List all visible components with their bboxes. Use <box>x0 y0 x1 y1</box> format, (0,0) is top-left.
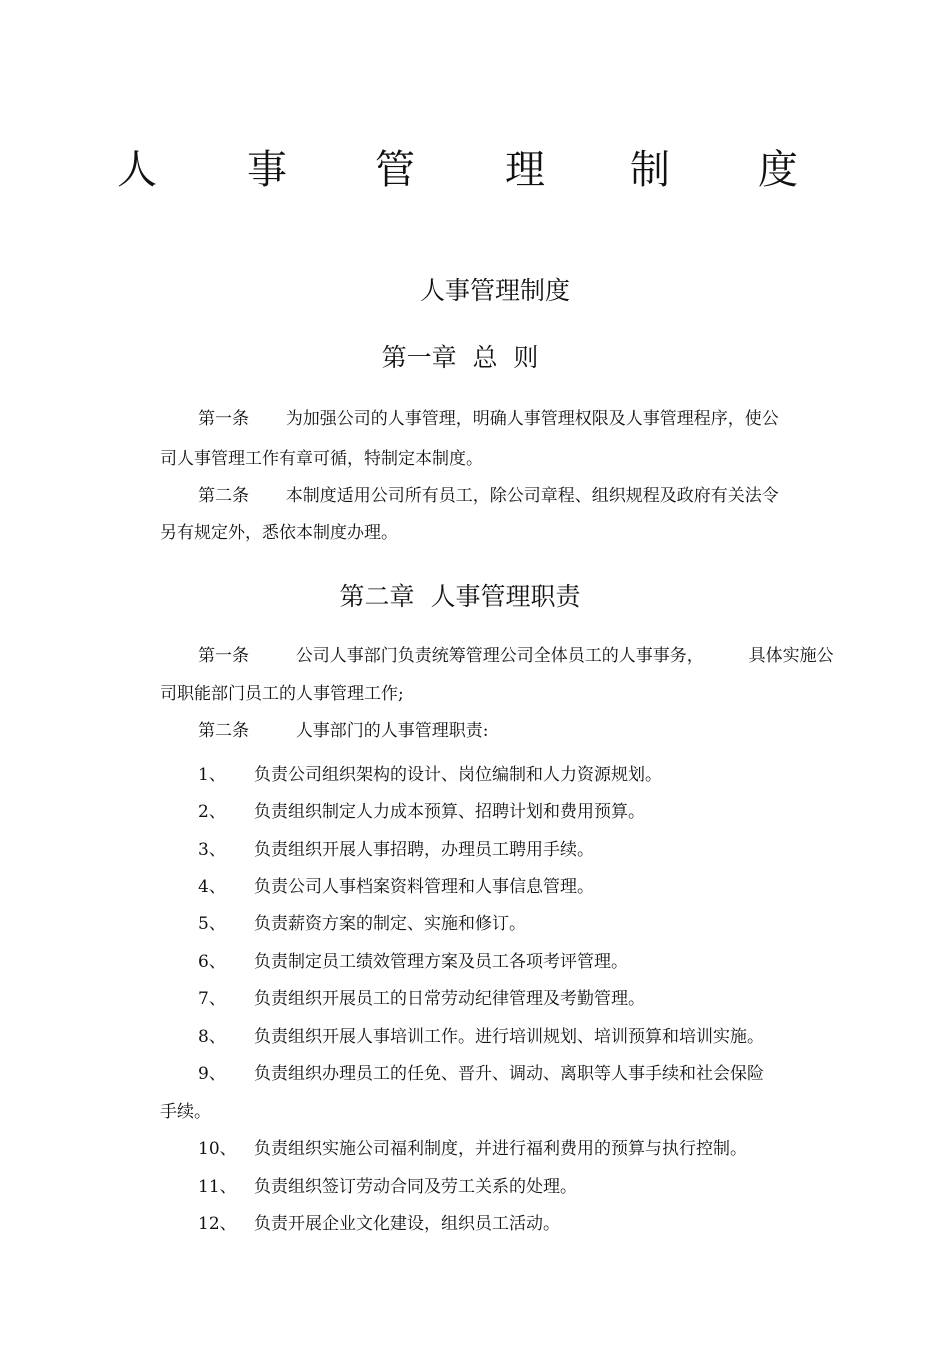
article-label: 第二条 <box>198 486 249 506</box>
document-title: 人事管理制度 <box>419 276 570 305</box>
article-text: 人事部门的人事管理职责: <box>295 721 489 741</box>
list-item-number: 7、 <box>198 989 226 1009</box>
article-label: 第二条 <box>198 721 249 741</box>
article-label: 第一条 <box>198 646 249 666</box>
big-title-char: 理 <box>505 147 545 193</box>
article-text: 本制度适用公司所有员工，除公司章程、组织规程及政府有关法令 <box>285 486 779 506</box>
list-item-number: 11、 <box>198 1177 237 1197</box>
list-item <box>198 839 594 861</box>
list-item-number: 12、 <box>198 1214 237 1234</box>
list-item <box>198 1026 764 1048</box>
list-item-text: 负责开展企业文化建设，组织员工活动。 <box>254 1214 560 1234</box>
list-item-number: 8、 <box>198 1027 226 1047</box>
chapter1-article2-line2: 另有规定外，悉依本制度办理。 <box>160 523 398 543</box>
chapter1-article1-line2: 司人事管理工作有章可循，特制定本制度。 <box>160 449 483 469</box>
chapter2-article1-line1 <box>160 645 840 667</box>
list-item <box>198 1063 764 1085</box>
list-item-text: 负责组织开展人事培训工作。进行培训规划、培训预算和培训实施。 <box>254 1027 764 1047</box>
list-item-number: 10、 <box>198 1139 237 1159</box>
chapter1-article1-line1 <box>160 408 860 430</box>
article-label: 第一条 <box>198 409 249 429</box>
article-text-cont: 具体实施公 <box>748 646 834 666</box>
article-text: 为加强公司的人事管理，明确人事管理权限及人事管理程序，使公 <box>285 409 779 429</box>
list-item-number: 4、 <box>198 877 226 897</box>
list-item-text: 负责组织实施公司福利制度，并进行福利费用的预算与执行控制。 <box>254 1139 747 1159</box>
list-item-number: 1、 <box>198 765 226 785</box>
list-item-text: 负责组织开展员工的日常劳动纪律管理及考勤管理。 <box>254 989 645 1009</box>
chapter1-heading: 第一章 总 则 <box>381 343 539 372</box>
big-title-char: 事 <box>247 147 287 193</box>
list-item <box>198 876 594 898</box>
chapter1-article2-line1 <box>160 485 860 507</box>
list-item <box>198 951 628 973</box>
list-item-number: 9、 <box>198 1064 226 1084</box>
list-item <box>198 764 662 786</box>
chapter2-article1-line2: 司职能部门员工的人事管理工作; <box>160 684 404 704</box>
list-item-text: 负责组织制定人力成本预算、招聘计划和费用预算。 <box>254 802 645 822</box>
list-item <box>198 913 526 935</box>
list-item-text: 负责组织开展人事招聘，办理员工聘用手续。 <box>254 840 594 860</box>
article-text: 公司人事部门负责统筹管理公司全体员工的人事事务， <box>295 646 704 666</box>
list-item <box>198 801 645 823</box>
list-item-number: 6、 <box>198 952 226 972</box>
big-title-char: 人 <box>117 147 157 193</box>
list-item-number: 3、 <box>198 840 226 860</box>
list-item <box>198 1176 577 1198</box>
chapter2-article2 <box>160 720 860 742</box>
list-item <box>198 988 645 1010</box>
list-item-text: 负责组织办理员工的任免、晋升、调动、离职等人事手续和社会保险 <box>254 1064 764 1084</box>
list-item-text: 负责制定员工绩效管理方案及员工各项考评管理。 <box>254 952 628 972</box>
list-item-continuation: 手续。 <box>160 1102 211 1122</box>
chapter2-heading: 第二章 人事管理职责 <box>339 582 581 611</box>
list-item-number: 5、 <box>198 914 226 934</box>
big-title-char: 制 <box>630 147 670 193</box>
document-big-title <box>0 140 950 204</box>
list-item-text: 负责组织签订劳动合同及劳工关系的处理。 <box>254 1177 577 1197</box>
big-title-char: 度 <box>758 147 798 193</box>
list-item <box>198 1213 560 1235</box>
list-item-number: 2、 <box>198 802 226 822</box>
big-title-char: 管 <box>375 147 415 193</box>
list-item <box>198 1138 747 1160</box>
list-item-text: 负责公司人事档案资料管理和人事信息管理。 <box>254 877 594 897</box>
list-item-text: 负责公司组织架构的设计、岗位编制和人力资源规划。 <box>254 765 662 785</box>
list-item-text: 负责薪资方案的制定、实施和修订。 <box>254 914 526 934</box>
